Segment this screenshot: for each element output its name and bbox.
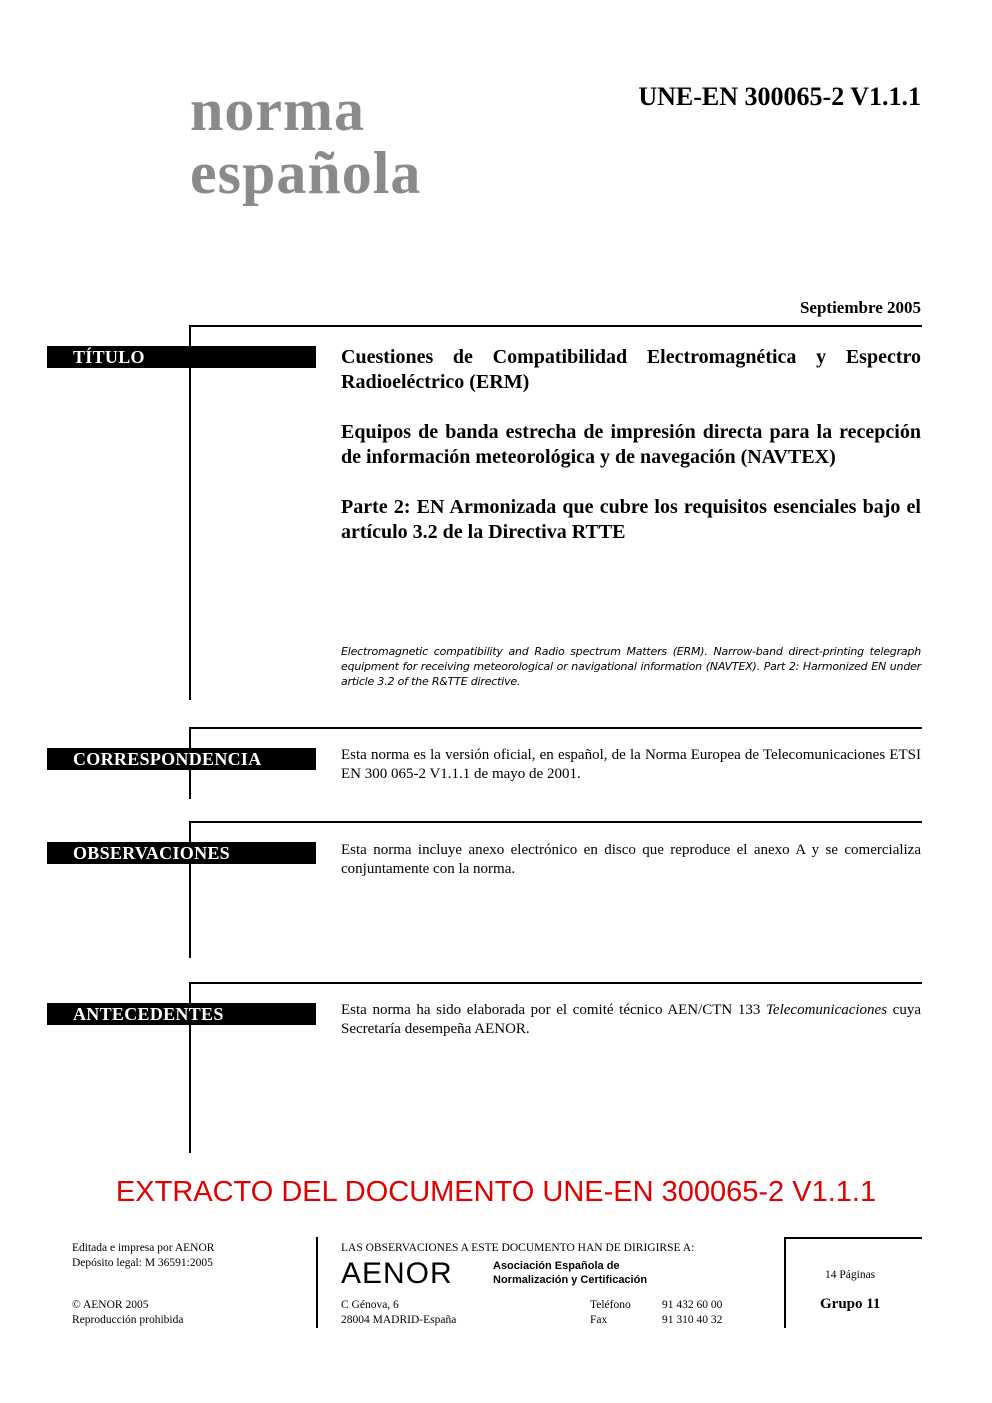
footer-edited: Editada e impresa por AENOR bbox=[72, 1242, 215, 1254]
footer-address-line1: C Génova, 6 bbox=[341, 1299, 399, 1311]
footer-group: Grupo 11 bbox=[820, 1296, 881, 1312]
footer-observaciones-heading: LAS OBSERVACIONES A ESTE DOCUMENTO HAN DE DIRIGIRSE A: bbox=[341, 1242, 695, 1254]
standard-code: UNE-EN 300065-2 V1.1.1 bbox=[638, 82, 921, 111]
footer-reproduccion: Reproducción prohibida bbox=[72, 1314, 184, 1326]
aenor-association-line2: Normalización y Certificación bbox=[493, 1274, 648, 1286]
antecedentes-text-after: cuya Secretaría desempeña AENOR. bbox=[341, 1002, 921, 1037]
brand-norma: norma bbox=[190, 77, 365, 143]
footer-copyright: © AENOR 2005 bbox=[72, 1299, 149, 1311]
divider-observaciones bbox=[189, 821, 922, 823]
antecedentes-text-italic: Telecomunicaciones bbox=[765, 1002, 888, 1018]
footer-fax-label: Fax bbox=[590, 1314, 608, 1326]
aenor-association-line1: Asociación Española de bbox=[493, 1260, 620, 1272]
divider-correspondencia bbox=[189, 727, 922, 729]
footer-vline-left bbox=[316, 1237, 318, 1328]
label-antecedentes: ANTECEDENTES bbox=[47, 1003, 316, 1025]
divider-antecedentes bbox=[189, 982, 922, 984]
label-titulo: TÍTULO bbox=[47, 346, 316, 368]
footer-phone-label: Teléfono bbox=[590, 1299, 631, 1311]
title-block bbox=[341, 345, 921, 570]
english-title: Electromagnetic compatibility and Radio spectrum Matters (ERM). Narrow-band direct-printing telegraph equipment for receiving meteorological or navigational information (NAVTEX). Part 2: Harmonized EN under article 3.2 of the R&TTE directive. bbox=[341, 645, 921, 688]
footer-box-left bbox=[784, 1237, 786, 1328]
label-correspondencia: CORRESPONDENCIA bbox=[47, 748, 316, 770]
title-paragraph-1: Cuestiones de Compatibilidad Electromagnética y Espectro Radioeléctrico (ERM) bbox=[341, 346, 921, 393]
footer-box-top bbox=[784, 1237, 922, 1239]
correspondencia-text: Esta norma es la versión oficial, en español, de la Norma Europea de Telecomunicaciones ETSI EN 300 065-2 V1.1.1 de mayo de 2001. bbox=[341, 747, 921, 782]
brand-espanola: española bbox=[190, 140, 422, 206]
observaciones-text: Esta norma incluye anexo electrónico en disco que reproduce el anexo A y se comercializa conjuntamente con la norma. bbox=[341, 842, 921, 877]
extract-notice: EXTRACTO DEL DOCUMENTO UNE-EN 300065-2 V1.1.1 bbox=[115, 1176, 877, 1208]
footer-deposito: Depósito legal: M 36591:2005 bbox=[72, 1257, 213, 1269]
title-paragraph-2: Equipos de banda estrecha de impresión directa para la recepción de información meteorológica y de navegación (NAVTEX) bbox=[341, 421, 921, 468]
divider-titulo bbox=[189, 325, 922, 327]
antecedentes-text-before: Esta norma ha sido elaborada por el comité técnico AEN/CTN 133 bbox=[341, 1002, 766, 1018]
aenor-association bbox=[493, 1259, 647, 1287]
antecedentes-text bbox=[341, 1001, 921, 1039]
label-observaciones: OBSERVACIONES bbox=[47, 842, 316, 864]
footer-address-line2: 28004 MADRID-España bbox=[341, 1314, 457, 1326]
vline-titulo bbox=[189, 325, 191, 700]
title-paragraph-3: Parte 2: EN Armonizada que cubre los requisitos esenciales bajo el artículo 3.2 de la Directiva RTTE bbox=[341, 496, 921, 543]
aenor-logo: AENOR bbox=[341, 1257, 453, 1290]
footer-phone-value: 91 432 60 00 bbox=[662, 1299, 723, 1311]
publication-date: Septiembre 2005 bbox=[799, 298, 921, 317]
footer-pages: 14 Páginas bbox=[825, 1269, 876, 1281]
footer-fax-value: 91 310 40 32 bbox=[662, 1314, 723, 1326]
